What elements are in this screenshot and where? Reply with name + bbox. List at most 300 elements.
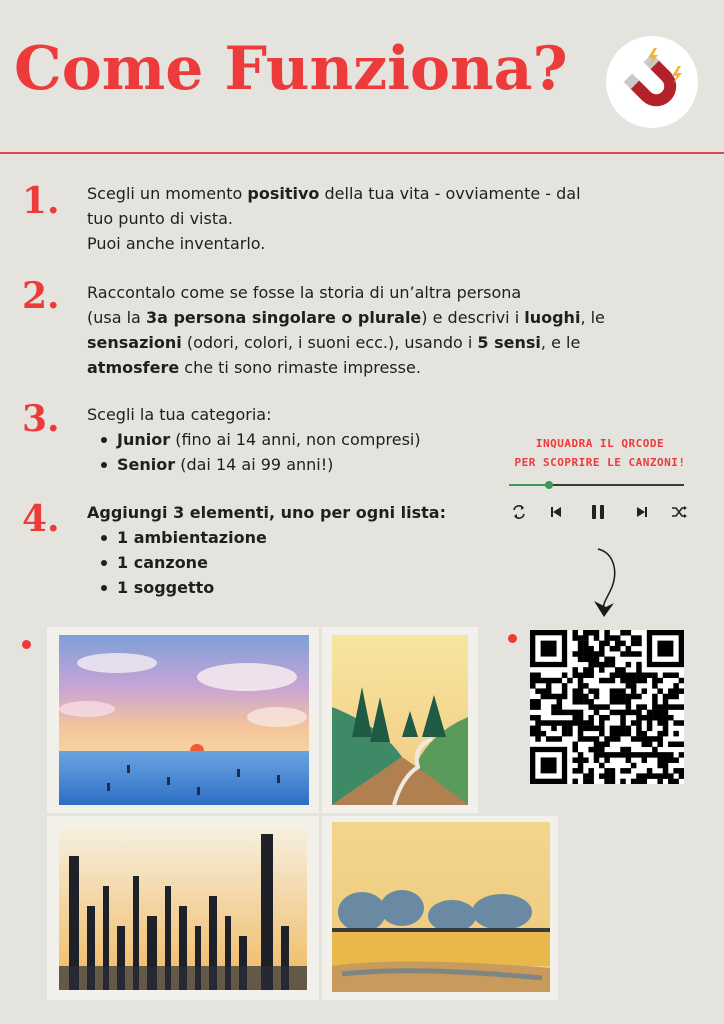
qr-module bbox=[578, 768, 584, 774]
qr-module bbox=[557, 736, 563, 742]
qr-module bbox=[626, 731, 632, 737]
qr-module bbox=[599, 726, 605, 732]
qr-module bbox=[530, 715, 536, 721]
qr-module bbox=[657, 742, 663, 748]
qr-module bbox=[578, 752, 584, 758]
qr-module bbox=[631, 688, 637, 694]
qr-module bbox=[626, 726, 632, 732]
qr-module bbox=[642, 678, 648, 684]
qr-module bbox=[673, 694, 679, 700]
qr-module bbox=[588, 726, 594, 732]
qr-module bbox=[663, 773, 669, 779]
qr-module bbox=[588, 688, 594, 694]
qr-module bbox=[679, 742, 684, 748]
qr-module bbox=[673, 731, 679, 737]
qr-module bbox=[647, 720, 653, 726]
bullet-dot bbox=[22, 640, 31, 649]
qr-module bbox=[647, 768, 653, 774]
qr-module bbox=[663, 731, 669, 737]
qr-module bbox=[636, 731, 642, 737]
qr-module bbox=[615, 726, 621, 732]
next-button[interactable] bbox=[632, 502, 652, 522]
qr-module bbox=[551, 726, 557, 732]
qr-module bbox=[657, 779, 663, 784]
qr-module bbox=[679, 768, 684, 774]
qr-module bbox=[594, 752, 600, 758]
qr-module bbox=[583, 699, 589, 705]
qr-module bbox=[604, 641, 610, 647]
qr-module bbox=[679, 773, 684, 779]
qr-module bbox=[620, 715, 626, 721]
qr-module bbox=[642, 688, 648, 694]
qr-module bbox=[647, 672, 653, 678]
qr-module bbox=[626, 768, 632, 774]
qr-module bbox=[652, 747, 658, 753]
qr-module bbox=[578, 646, 584, 652]
list-item: Junior (fino ai 14 anni, non compresi) bbox=[101, 427, 487, 452]
qr-module bbox=[541, 678, 547, 684]
qr-module bbox=[642, 742, 648, 748]
qr-module bbox=[594, 747, 600, 753]
qr-module bbox=[567, 710, 573, 716]
qr-module bbox=[652, 715, 658, 721]
qr-module bbox=[626, 710, 632, 716]
qr-module bbox=[567, 731, 573, 737]
qr-module bbox=[594, 742, 600, 748]
qr-module bbox=[615, 699, 621, 705]
qr-module bbox=[583, 779, 589, 784]
qr-module bbox=[594, 662, 600, 668]
qr-module bbox=[636, 635, 642, 641]
qr-finder-square bbox=[657, 641, 673, 657]
qr-module bbox=[668, 672, 674, 678]
qr-module bbox=[615, 641, 621, 647]
qr-module bbox=[572, 757, 578, 763]
qr-module bbox=[535, 688, 541, 694]
qr-module bbox=[588, 704, 594, 710]
step-text bbox=[87, 181, 647, 256]
qr-module bbox=[636, 641, 642, 647]
qr-module bbox=[636, 710, 642, 716]
qr-module bbox=[572, 779, 578, 784]
qr-module bbox=[663, 710, 669, 716]
qr-module bbox=[583, 694, 589, 700]
qr-module bbox=[578, 731, 584, 737]
qr-module bbox=[610, 736, 616, 742]
qr-module bbox=[604, 657, 610, 663]
qr-module bbox=[652, 699, 658, 705]
qr-module bbox=[583, 630, 589, 636]
qr-module bbox=[626, 683, 632, 689]
step-text bbox=[87, 280, 647, 380]
qr-module bbox=[578, 763, 584, 769]
qr-module bbox=[642, 752, 648, 758]
qr-module bbox=[631, 678, 637, 684]
qr-module bbox=[610, 779, 616, 784]
qr-module bbox=[652, 752, 658, 758]
qr-module bbox=[626, 747, 632, 753]
qr-module bbox=[610, 688, 616, 694]
qr-module bbox=[588, 630, 594, 636]
qr-module bbox=[610, 752, 616, 758]
qr-module bbox=[631, 736, 637, 742]
qr-module bbox=[572, 742, 578, 748]
qr-module bbox=[604, 757, 610, 763]
qr-module bbox=[626, 752, 632, 758]
qr-module bbox=[604, 704, 610, 710]
qr-module bbox=[610, 657, 616, 663]
qr-module bbox=[673, 688, 679, 694]
qr-module bbox=[594, 635, 600, 641]
step-line: atmosfere che ti sono rimaste impresse. bbox=[87, 358, 421, 377]
qr-module bbox=[679, 688, 684, 694]
qr-module bbox=[588, 768, 594, 774]
qr-module bbox=[546, 736, 552, 742]
qr-module bbox=[610, 726, 616, 732]
qr-module bbox=[636, 720, 642, 726]
previous-icon bbox=[546, 502, 566, 522]
next-icon bbox=[632, 502, 652, 522]
qr-module bbox=[599, 720, 605, 726]
qr-module bbox=[562, 726, 568, 732]
list-item: 1 soggetto bbox=[101, 575, 487, 600]
qr-module bbox=[642, 704, 648, 710]
player-progress-track[interactable] bbox=[509, 484, 684, 486]
qr-module bbox=[535, 720, 541, 726]
qr-module bbox=[535, 736, 541, 742]
qr-module bbox=[631, 641, 637, 647]
previous-button[interactable] bbox=[546, 502, 566, 522]
painting-sunset-sea bbox=[47, 627, 319, 813]
qr-module bbox=[588, 667, 594, 673]
qr-module bbox=[657, 773, 663, 779]
qr-module bbox=[673, 768, 679, 774]
qr-module bbox=[636, 752, 642, 758]
qr-module bbox=[572, 768, 578, 774]
bullet-dot bbox=[508, 634, 517, 643]
qr-module bbox=[626, 672, 632, 678]
qr-module bbox=[642, 731, 648, 737]
qr-module bbox=[535, 672, 541, 678]
shuffle-repeat-icon bbox=[509, 502, 529, 522]
painting-pine-valley bbox=[322, 627, 478, 813]
qr-module bbox=[663, 768, 669, 774]
qr-module bbox=[657, 731, 663, 737]
qr-module bbox=[663, 715, 669, 721]
qr-module bbox=[583, 641, 589, 647]
qr-module bbox=[663, 694, 669, 700]
qr-module bbox=[578, 720, 584, 726]
qr-module bbox=[604, 742, 610, 748]
qr-module bbox=[657, 720, 663, 726]
qr-module bbox=[610, 731, 616, 737]
qr-module bbox=[594, 757, 600, 763]
qr-module bbox=[546, 678, 552, 684]
qr-module bbox=[657, 678, 663, 684]
qr-module bbox=[615, 752, 621, 758]
qr-module bbox=[668, 694, 674, 700]
page-title: Come Funziona? bbox=[14, 34, 568, 104]
step-number: 4. bbox=[22, 498, 60, 540]
qr-module bbox=[668, 752, 674, 758]
qr-module bbox=[657, 752, 663, 758]
qr-module bbox=[652, 683, 658, 689]
qr-module bbox=[599, 773, 605, 779]
qr-module bbox=[588, 715, 594, 721]
qr-module bbox=[535, 678, 541, 684]
qr-module bbox=[647, 726, 653, 732]
qr-module bbox=[663, 720, 669, 726]
qr-module bbox=[604, 768, 610, 774]
qr-module bbox=[541, 688, 547, 694]
qr-module bbox=[572, 651, 578, 657]
qr-module bbox=[610, 678, 616, 684]
qr-module bbox=[620, 747, 626, 753]
qr-module bbox=[578, 710, 584, 716]
qr-code-image bbox=[530, 630, 684, 784]
elements-list bbox=[101, 525, 487, 600]
qr-module bbox=[541, 694, 547, 700]
qr-module bbox=[620, 768, 626, 774]
qr-module bbox=[588, 651, 594, 657]
qr-module bbox=[578, 726, 584, 732]
qr-module bbox=[604, 630, 610, 636]
qr-module bbox=[663, 763, 669, 769]
qr-module bbox=[657, 704, 663, 710]
qr-module bbox=[583, 667, 589, 673]
qr-module bbox=[631, 752, 637, 758]
curly-arrow-icon bbox=[580, 545, 630, 620]
qr-module bbox=[599, 731, 605, 737]
qr-module bbox=[604, 779, 610, 784]
qr-module bbox=[636, 651, 642, 657]
qr-module bbox=[588, 672, 594, 678]
shuffle-icon bbox=[669, 502, 689, 522]
qr-module bbox=[551, 678, 557, 684]
qr-module bbox=[610, 635, 616, 641]
qr-module bbox=[572, 715, 578, 721]
qr-module bbox=[652, 678, 658, 684]
qr-module bbox=[636, 667, 642, 673]
qr-module bbox=[583, 773, 589, 779]
qr-module bbox=[631, 635, 637, 641]
qr-module bbox=[557, 704, 563, 710]
category-list bbox=[101, 427, 487, 477]
qr-module bbox=[620, 651, 626, 657]
qr-module bbox=[679, 720, 684, 726]
qr-module bbox=[562, 694, 568, 700]
qr-module bbox=[642, 779, 648, 784]
qr-module bbox=[583, 736, 589, 742]
step-text bbox=[87, 402, 487, 477]
qr-module bbox=[588, 747, 594, 753]
qr-module bbox=[535, 715, 541, 721]
qr-module bbox=[604, 752, 610, 758]
qr-module bbox=[657, 736, 663, 742]
qr-module bbox=[551, 694, 557, 700]
qr-module bbox=[535, 726, 541, 732]
step-line: sensazioni (odori, colori, i suoni ecc.), usando i 5 sensi, e le bbox=[87, 333, 581, 352]
qr-module bbox=[572, 694, 578, 700]
qr-module bbox=[588, 779, 594, 784]
qr-module bbox=[626, 662, 632, 668]
qr-module bbox=[615, 646, 621, 652]
qr-module bbox=[652, 773, 658, 779]
qr-module bbox=[546, 694, 552, 700]
qr-module bbox=[594, 726, 600, 732]
qr-module bbox=[578, 657, 584, 663]
qr-module bbox=[652, 694, 658, 700]
qr-module bbox=[657, 688, 663, 694]
qr-module bbox=[535, 699, 541, 705]
qr-module bbox=[604, 678, 610, 684]
qr-module bbox=[626, 630, 632, 636]
qr-module bbox=[572, 630, 578, 636]
qr-module bbox=[652, 704, 658, 710]
qr-module bbox=[652, 736, 658, 742]
list-item: Senior (dai 14 ai 99 anni!) bbox=[101, 452, 487, 477]
pause-icon bbox=[588, 502, 608, 522]
qr-module bbox=[562, 688, 568, 694]
qr-module bbox=[610, 699, 616, 705]
qr-module bbox=[578, 736, 584, 742]
qr-module bbox=[652, 672, 658, 678]
qr-module bbox=[583, 635, 589, 641]
qr-module bbox=[647, 773, 653, 779]
qr-module bbox=[599, 641, 605, 647]
qr-module bbox=[594, 657, 600, 663]
qr-module bbox=[583, 757, 589, 763]
qr-module bbox=[620, 720, 626, 726]
qr-module bbox=[610, 646, 616, 652]
qr-module bbox=[588, 720, 594, 726]
qr-module bbox=[626, 704, 632, 710]
qr-module bbox=[663, 704, 669, 710]
qr-module bbox=[615, 694, 621, 700]
qr-module bbox=[636, 678, 642, 684]
qr-module bbox=[647, 742, 653, 748]
pause-button[interactable] bbox=[588, 502, 608, 522]
qr-module bbox=[578, 635, 584, 641]
qr-module bbox=[599, 752, 605, 758]
qr-module bbox=[599, 742, 605, 748]
qr-module bbox=[535, 731, 541, 737]
qr-module bbox=[599, 667, 605, 673]
qr-module bbox=[679, 704, 684, 710]
qr-module bbox=[578, 688, 584, 694]
qr-module bbox=[610, 768, 616, 774]
qr-module bbox=[604, 736, 610, 742]
qr-module bbox=[530, 726, 536, 732]
qr-module bbox=[530, 678, 536, 684]
qr-module bbox=[599, 678, 605, 684]
qr-module bbox=[631, 710, 637, 716]
qr-module bbox=[599, 662, 605, 668]
qr-finder-square bbox=[541, 641, 557, 657]
qr-module bbox=[668, 704, 674, 710]
qr-module bbox=[535, 704, 541, 710]
qr-module bbox=[642, 736, 648, 742]
qr-module bbox=[588, 662, 594, 668]
qr-module bbox=[599, 747, 605, 753]
qr-module bbox=[599, 646, 605, 652]
qr-module bbox=[657, 763, 663, 769]
qr-module bbox=[610, 694, 616, 700]
qr-module bbox=[626, 699, 632, 705]
qr-module bbox=[578, 757, 584, 763]
shuffle-button[interactable] bbox=[669, 502, 689, 522]
qr-module bbox=[642, 715, 648, 721]
qr-module bbox=[642, 757, 648, 763]
step-line: Scegli un momento positivo della tua vita - ovviamente - dal bbox=[87, 184, 581, 203]
qr-module bbox=[668, 773, 674, 779]
qr-module bbox=[631, 683, 637, 689]
qr-module bbox=[615, 710, 621, 716]
qr-module bbox=[647, 736, 653, 742]
qr-module bbox=[578, 651, 584, 657]
qr-module bbox=[604, 773, 610, 779]
qr-module bbox=[652, 710, 658, 716]
qr-module bbox=[594, 630, 600, 636]
qr-module bbox=[668, 757, 674, 763]
qr-module bbox=[631, 763, 637, 769]
header-divider bbox=[0, 152, 724, 154]
qr-module bbox=[551, 736, 557, 742]
qr-caption-line: PER SCOPRIRE LE CANZONI! bbox=[514, 456, 686, 469]
qr-module bbox=[673, 779, 679, 784]
qr-module bbox=[631, 779, 637, 784]
qr-module bbox=[663, 726, 669, 732]
qr-module bbox=[583, 646, 589, 652]
step-number: 2. bbox=[22, 275, 60, 317]
qr-module bbox=[583, 657, 589, 663]
qr-module bbox=[578, 715, 584, 721]
qr-module bbox=[541, 720, 547, 726]
qr-module bbox=[557, 694, 563, 700]
qr-module bbox=[530, 683, 536, 689]
qr-module bbox=[546, 688, 552, 694]
qr-module bbox=[578, 678, 584, 684]
qr-module bbox=[668, 688, 674, 694]
qr-code[interactable] bbox=[530, 630, 684, 784]
qr-module bbox=[620, 779, 626, 784]
qr-module bbox=[631, 651, 637, 657]
qr-module bbox=[647, 715, 653, 721]
player-progress-knob[interactable] bbox=[545, 481, 553, 489]
qr-module bbox=[546, 683, 552, 689]
qr-module bbox=[647, 710, 653, 716]
step-line: (usa la 3a persona singolare o plurale) e descrivi i luoghi, le bbox=[87, 308, 605, 327]
qr-module bbox=[578, 694, 584, 700]
qr-module bbox=[588, 646, 594, 652]
repeat-button[interactable] bbox=[509, 502, 529, 522]
step-intro: Scegli la tua categoria: bbox=[87, 405, 272, 424]
qr-module bbox=[588, 699, 594, 705]
qr-module bbox=[604, 715, 610, 721]
qr-module bbox=[620, 731, 626, 737]
step-line: Puoi anche inventarlo. bbox=[87, 234, 266, 253]
qr-module bbox=[572, 699, 578, 705]
qr-module bbox=[626, 694, 632, 700]
qr-module bbox=[594, 736, 600, 742]
qr-module bbox=[620, 726, 626, 732]
qr-module bbox=[620, 641, 626, 647]
qr-module bbox=[636, 773, 642, 779]
qr-module bbox=[583, 720, 589, 726]
qr-module bbox=[546, 720, 552, 726]
qr-module bbox=[620, 667, 626, 673]
qr-module bbox=[572, 688, 578, 694]
